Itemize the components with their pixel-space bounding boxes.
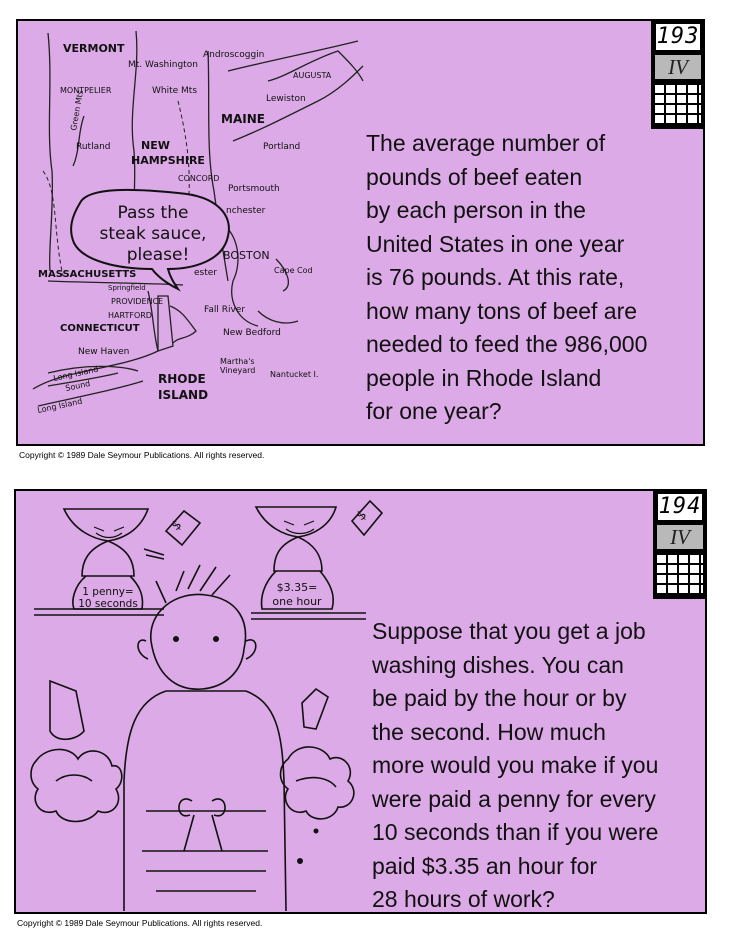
label-rhode: RHODE [158, 372, 206, 386]
problem-badge [651, 19, 705, 129]
question-text: The average number of pounds of beef eaten by each person in the United States in one year is 76 pounds. At this rate, how many tons of beef are needed to feed the 986,000 people in Rhode Island for one year? [366, 130, 648, 424]
label-montpelier: MONTPELIER [60, 86, 112, 95]
label-rutland: Rutland [76, 142, 111, 152]
problem-card-193 [16, 19, 705, 446]
left-timer-line-2: 10 seconds [78, 598, 138, 610]
label-hampshire: HAMPSHIRE [131, 154, 205, 167]
money-symbol-left: $ [168, 517, 185, 535]
problem-number: 194 [658, 494, 702, 519]
right-timer-line-2: one hour [272, 595, 322, 608]
problem-card-194 [14, 489, 707, 914]
label-new-haven: New Haven [78, 347, 130, 357]
right-timer-line-1: $3.35= [276, 581, 318, 594]
label-androscoggin: Androscoggin [203, 50, 265, 60]
calculator-keypad-icon [655, 85, 701, 123]
copyright-notice: Copyright © 1989 Dale Seymour Publications. All rights reserved. [19, 450, 265, 460]
label-island: ISLAND [158, 388, 209, 402]
label-mt-washington: Mt. Washington [128, 60, 198, 70]
label-nantucket: Nantucket I. [270, 370, 319, 379]
label-fall-river: Fall River [204, 305, 246, 315]
label-connecticut: CONNECTICUT [60, 323, 140, 334]
label-vermont: VERMONT [63, 42, 125, 55]
question-text: Suppose that you get a job washing dishes. You can be paid by the hour or by the second. How much more would you make if you were paid a penny for every 10 seconds than if you were paid $3.35 an hour for 28 hours of work? [372, 618, 659, 912]
new-england-map-illustration [18, 21, 363, 446]
money-symbol-right: $ [353, 507, 370, 525]
problem-badge [653, 489, 707, 599]
label-springfield: Springfield [108, 284, 146, 292]
bubble-line-3: please! [126, 245, 190, 265]
copyright-notice: Copyright © 1989 Dale Seymour Publications. All rights reserved. [17, 918, 263, 928]
label-new: NEW [141, 139, 170, 152]
label-marthas: Martha's [220, 357, 255, 366]
label-vineyard: Vineyard [220, 366, 256, 375]
label-new-bedford: New Bedford [223, 328, 281, 338]
calculator-keypad-icon [657, 555, 703, 593]
label-white-mts: White Mts [152, 86, 198, 96]
bubble-line-2: steak sauce, [99, 224, 207, 244]
label-lewiston: Lewiston [266, 94, 306, 104]
label-massachusetts: MASSACHUSETTS [38, 269, 137, 280]
label-portsmouth: Portsmouth [228, 184, 280, 194]
label-providence: PROVIDENCE [111, 297, 164, 306]
problem-number: 193 [656, 24, 700, 49]
label-concord: CONCORD [178, 174, 220, 183]
level-indicator: IV [655, 55, 701, 79]
dishwasher-illustration [16, 491, 370, 914]
label-green-mts: Green Mts [69, 89, 86, 132]
label-augusta: AUGUSTA [293, 71, 332, 80]
label-manchester: nchester [226, 206, 266, 216]
label-maine: MAINE [221, 112, 265, 126]
label-long-island: Long Island [36, 396, 84, 415]
label-long-island-sound-2: Sound [64, 378, 92, 393]
label-cape-cod: Cape Cod [274, 266, 313, 275]
level-indicator: IV [657, 525, 703, 549]
label-portland: Portland [263, 142, 301, 152]
label-hartford: HARTFORD [108, 311, 152, 320]
label-worcester: ester [194, 268, 217, 278]
bubble-line-1: Pass the [117, 203, 189, 223]
left-timer-line-1: 1 penny= [82, 586, 134, 598]
label-boston: BOSTON [223, 249, 270, 262]
label-long-island-sound-1: Long Island [52, 364, 100, 383]
